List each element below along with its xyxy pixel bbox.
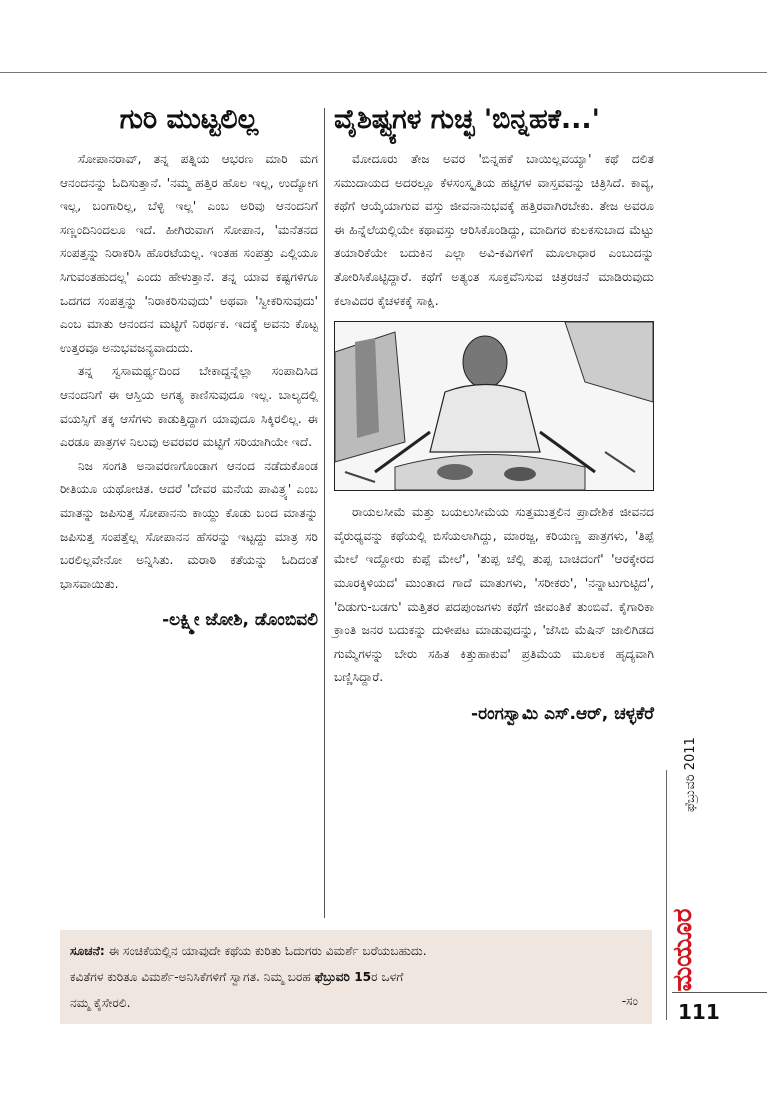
notice-line-2-start: ಕವಿತೆಗಳ ಕುರಿತೂ ವಿಮರ್ಶೆ-ಅನಿಸಿಕೆಗಳಿಗೆ ಸ್ವಾಗತ. ನಿಮ್ಮ ಬರಹ: [70, 970, 315, 984]
column-divider: [324, 108, 325, 918]
illustration-sketch-icon: [334, 321, 654, 491]
left-article-title: ಗುರಿ ಮುಟ್ಟಲಿಲ್ಲ: [119, 104, 259, 135]
magazine-logo-text: ಮಯೂರ: [668, 908, 698, 992]
issue-year: 2011: [683, 737, 698, 771]
left-signature: -ಲಕ್ಷ್ಮೀ ಜೋಶಿ, ಡೊಂಬಿವಲಿ: [162, 610, 318, 631]
right-signature: -ರಂಗಸ್ವಾಮಿ ಎಸ್.ಆರ್, ಚಳ್ಳಕೆರೆ: [471, 703, 654, 724]
margin-rule: [666, 770, 667, 1020]
page-number-rule: [672, 992, 767, 993]
notice-line-1: [70, 938, 642, 964]
top-rule: [0, 72, 767, 73]
left-article: [60, 100, 318, 630]
left-paragraph-1: ಸೋಪಾನರಾವ್, ತನ್ನ ಪತ್ನಿಯ ಆಭರಣ ಮಾರಿ ಮಗ ಆನಂದನನ್ನು ಓದಿಸುತ್ತಾನೆ. 'ನಮ್ಮ ಹತ್ತಿರ ಹೊಲ ಇಲ್ಲ, ಉದ್ಯೋಗ ಇಲ್ಲ, ಬಂಗಾರಿಲ್ಲ, ಬೆಳ್ಳಿ ಇಲ್ಲ' ಎಂಬ ಅರಿವು ಆನಂದನಿಗೆ ಸಣ್ಣಂದಿನಿಂದಲೂ ಇದೆ. ಹೀಗಿರುವಾಗ ಸೋಪಾನ, 'ಮನೆತನದ ಸಂಪತ್ತನ್ನು ನಿರಾಕರಿಸಿ ಹೊರಟೆಯಲ್ಲ. ಇಂತಹ ಸಂಪತ್ತು ಎಲ್ಲಿಯೂ ಸಿಗುವಂತಹುದಲ್ಲ' ಎಂದು ಹೇಳುತ್ತಾನೆ. ತನ್ನ ಯಾವ ಕಷ್ಟಗಳಿಗೂ ಒದಗದ ಸಂಪತ್ತನ್ನು 'ನಿರಾಕರಿಸುವುದು' ಅಥವಾ 'ಸ್ವೀಕರಿಸುವುದು' ಎಂಬ ಮಾತು ಆನಂದನ ಮಟ್ಟಿಗೆ ನಿರರ್ಥಕ. ಇದಕ್ಕೆ ಅವನು ಕೊಟ್ಟ ಉತ್ತರವೂ ಅನುಭವಜನ್ಯವಾದುದು.: [60, 152, 318, 355]
notice-deadline: ಫೆಬ್ರುವರಿ 15: [314, 970, 372, 984]
notice-sign: -ಸಂ: [621, 994, 638, 1008]
right-article: [334, 100, 654, 724]
issue-date: [683, 737, 698, 812]
notice-line-2-end: ರ ಒಳಗೆ: [371, 970, 404, 984]
notice-label: ಸೂಚನೆ:: [70, 944, 105, 958]
notice-box: [60, 930, 652, 1024]
left-paragraph-2: ತನ್ನ ಸ್ವಸಾಮರ್ಥ್ಯದಿಂದ ಬೇಕಾದ್ದನ್ನೆಲ್ಲಾ ಸಂಪಾದಿಸಿದ ಆನಂದನಿಗೆ ಈ ಆಸ್ತಿಯ ಅಗತ್ಯ ಕಾಣಿಸುವುದೂ ಇಲ್ಲ. ಬಾಲ್ಯದಲ್ಲಿ ವಯಸ್ಸಿಗೆ ತಕ್ಕ ಆಸೆಗಳು ಕಾಡುತ್ತಿದ್ದಾಗ ಯಾವುದೂ ಸಿಕ್ಕಿರಲಿಲ್ಲ. ಈ ಎರಡೂ ಪಾತ್ರಗಳ ನಿಲುವು ಅವರವರ ಮಟ್ಟಿಗೆ ಸರಿಯಾಗಿಯೇ ಇದೆ.: [60, 364, 318, 450]
notice-line-2: [70, 964, 642, 990]
right-paragraph-2: ರಾಯಲಸೀಮೆ ಮತ್ತು ಬಯಲುಸೀಮೆಯ ಸುತ್ತಮುತ್ತಲಿನ ಪ್ರಾದೇಶಿಕ ಜೀವನದ ವೈರುಧ್ಯವನ್ನು ಕಥೆಯಲ್ಲಿ ಬಿಸೆಯಲಾಗಿದ್ದು, ಮಾರಜ್ಜ, ಕರಿಯಣ್ಣ ಪಾತ್ರಗಳು, 'ತಿಪ್ಪೆ ಮೇಲೆ ಇದ್ದೋರು ಕುಪ್ಪೆ ಮೇಲೆ', 'ತುಪ್ಪ ಚೆಲ್ಲಿ ತುಪ್ಪ ಬಾಚಿದಂಗೆ' 'ಆರಕ್ಕೇರದ ಮೂರಕ್ಕಿಳಿಯದ' ಮುಂತಾದ ಗಾದೆ ಮಾತುಗಳು, 'ಸರೀಕರು', 'ನನ್ನಾಟುಗುಟ್ಟಿದ', 'ದಿಡುಗು-ಬಡಗು' ಮತ್ತಿತರ ಪದಪುಂಜಗಳು ಕಥೆಗೆ ಜೀವಂತಿಕೆ ತುಂಬಿವೆ. ಕೈಗಾರಿಕಾ ಕ್ರಾಂತಿ ಜನರ ಬದುಕನ್ನು ದುಳೀಪಟ ಮಾಡುವುದನ್ನು, 'ಜೆಸಿಬಿ ಮೆಷಿನ್ ಜಾಲಿಗಿಡದ ಗುಮ್ಮೆಗಳನ್ನು ಬೇರು ಸಹಿತ ಕಿತ್ತುಹಾಕುವ' ಪ್ರತಿಮೆಯ ಮೂಲಕ ಹೃದ್ಯವಾಗಿ ಬಣ್ಣಿಸಿದ್ದಾರೆ.: [334, 505, 654, 685]
right-paragraph-1: ಮೋದೂರು ತೇಜ ಅವರ 'ಬಿನ್ನಹಕೆ ಬಾಯಿಲ್ಲವಯ್ಯಾ' ಕಥೆ ದಲಿತ ಸಮುದಾಯದ ಅದರಲ್ಲೂ ಕೆಳಸಂಸ್ಕೃತಿಯ ಹಟ್ಟಿಗಳ ವಾಸ್ತವವನ್ನು ಚಿತ್ರಿಸಿದೆ. ಕಾವ್ಯ, ಕಥೆಗೆ ಆಯ್ಕೆಯಾಗುವ ವಸ್ತು ಜೀವನಾನುಭವಕ್ಕೆ ಹತ್ತಿರವಾಗಿರಬೇಕು. ತೇಜ ಅವರೂ ಈ ಹಿನ್ನೆಲೆಯಲ್ಲಿಯೇ ಕಥಾವಸ್ತು ಆರಿಸಿಕೊಂಡಿದ್ದು, ಮಾದಿಗರ ಕುಲಕಸುಬಾದ ಮೆಟ್ಟು ತಯಾರಿಕೆಯೇ ಬದುಕಿನ ಎಲ್ಲಾ ಅವಿ-ಕವಿಗಳಿಗೆ ಮೂಲಾಧಾರ ಎಂಬುದನ್ನು ತೋರಿಸಿಕೊಟ್ಟಿದ್ದಾರೆ. ಕಥೆಗೆ ಅತ್ಯಂತ ಸೂಕ್ತವೆನಿಸುವ ಚಿತ್ರರಚನೆ ಮಾಡಿರುವುದು ಕಲಾವಿದರ ಕೈಚಳಕಕ್ಕೆ ಸಾಕ್ಷಿ.: [334, 152, 654, 308]
notice-line-3: ನಮ್ಮ ಕೈಸೇರಲಿ.: [70, 996, 131, 1010]
right-article-title: ವೈಶಿಷ್ಟ್ಯಗಳ ಗುಚ್ಛ 'ಬಿನ್ನಹಕೆ...': [334, 104, 600, 135]
magazine-logo: [668, 908, 706, 992]
page-number: 111: [678, 1000, 720, 1024]
issue-month: ಫೆಬ್ರುವರಿ: [683, 774, 698, 812]
left-paragraph-3: ನಿಜ ಸಂಗತಿ ಅನಾವರಣಗೊಂಡಾಗ ಆನಂದ ನಡೆದುಕೊಂಡ ರೀತಿಯೂ ಯಥೋಚಿತ. ಆದರೆ 'ದೇವರ ಮನೆಯ ಪಾವಿತ್ರ್ಯ' ಎಂಬ ಮಾತನ್ನು ಜಪಿಸುತ್ತ ಸೋಪಾನನು ಕಾಯ್ದು ಕೊಡು ಬಂದ ಮಾತನ್ನು ಜಪಿಸುತ್ತ ಸಂಪತ್ತೆಲ್ಲ ಸೋಪಾನನ ಹೆಸರನ್ನು ಇಟ್ಟದ್ದು ಮಾತ್ರ ಸರಿ ಬರಲಿಲ್ಲವೇನೋ ಅನ್ನಿಸಿತು. ಮರಾಠಿ ಕತೆಯನ್ನು ಓದಿದಂತೆ ಭಾಸವಾಯಿತು.: [60, 458, 318, 591]
notice-line-1-text: ಈ ಸಂಚಿಕೆಯಲ್ಲಿನ ಯಾವುದೇ ಕಥೆಯ ಕುರಿತು ಓದುಗರು ವಿಮರ್ಶೆ ಬರೆಯಬಹುದು.: [104, 944, 427, 958]
